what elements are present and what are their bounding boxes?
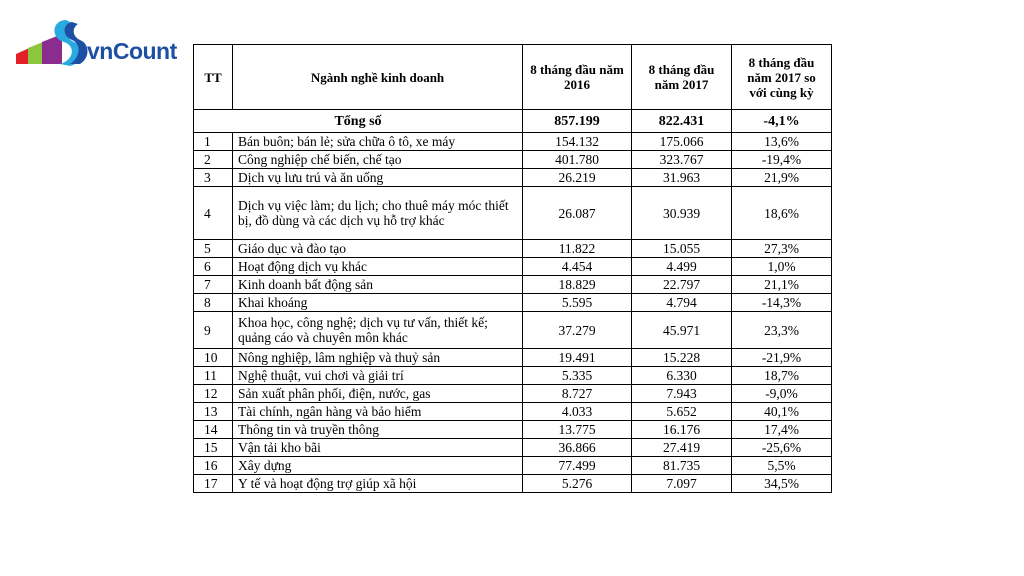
row-2016: 5.276 bbox=[523, 475, 632, 493]
logo-text: vnCount bbox=[87, 38, 177, 64]
row-2016: 4.033 bbox=[523, 403, 632, 421]
total-2017: 822.431 bbox=[632, 110, 732, 133]
row-2017: 45.971 bbox=[632, 312, 732, 349]
table-header-row bbox=[194, 45, 832, 110]
row-2016: 18.829 bbox=[523, 276, 632, 294]
row-industry: Giáo dục và đào tạo bbox=[233, 240, 523, 258]
row-2017: 323.767 bbox=[632, 151, 732, 169]
row-industry: Kinh doanh bất động sản bbox=[233, 276, 523, 294]
header-2017: 8 tháng đầu năm 2017 bbox=[632, 45, 732, 110]
row-tt: 17 bbox=[194, 475, 233, 493]
row-tt: 16 bbox=[194, 457, 233, 475]
row-change: 18,7% bbox=[732, 367, 832, 385]
table-row bbox=[194, 349, 832, 367]
row-2016: 8.727 bbox=[523, 385, 632, 403]
row-tt: 15 bbox=[194, 439, 233, 457]
table-row bbox=[194, 367, 832, 385]
row-2016: 13.775 bbox=[523, 421, 632, 439]
total-row bbox=[194, 110, 832, 133]
header-tt: TT bbox=[194, 45, 233, 110]
row-2016: 37.279 bbox=[523, 312, 632, 349]
row-2016: 5.335 bbox=[523, 367, 632, 385]
row-2016: 19.491 bbox=[523, 349, 632, 367]
row-2016: 77.499 bbox=[523, 457, 632, 475]
row-change: 1,0% bbox=[732, 258, 832, 276]
row-tt: 2 bbox=[194, 151, 233, 169]
table-row bbox=[194, 385, 832, 403]
row-change: -9,0% bbox=[732, 385, 832, 403]
total-label: Tổng số bbox=[194, 110, 523, 133]
row-industry: Công nghiệp chế biến, chế tạo bbox=[233, 151, 523, 169]
row-2016: 11.822 bbox=[523, 240, 632, 258]
row-tt: 12 bbox=[194, 385, 233, 403]
table-row bbox=[194, 403, 832, 421]
row-tt: 13 bbox=[194, 403, 233, 421]
row-change: 17,4% bbox=[732, 421, 832, 439]
row-change: 23,3% bbox=[732, 312, 832, 349]
total-2016: 857.199 bbox=[523, 110, 632, 133]
header-2016: 8 tháng đầu năm 2016 bbox=[523, 45, 632, 110]
header-change: 8 tháng đầu năm 2017 so với cùng kỳ bbox=[732, 45, 832, 110]
row-industry: Tài chính, ngân hàng và bảo hiểm bbox=[233, 403, 523, 421]
row-industry: Khai khoáng bbox=[233, 294, 523, 312]
row-industry: Nghệ thuật, vui chơi và giải trí bbox=[233, 367, 523, 385]
row-tt: 10 bbox=[194, 349, 233, 367]
table-row bbox=[194, 475, 832, 493]
row-tt: 11 bbox=[194, 367, 233, 385]
row-industry: Y tế và hoạt động trợ giúp xã hội bbox=[233, 475, 523, 493]
table-row bbox=[194, 258, 832, 276]
row-2017: 7.943 bbox=[632, 385, 732, 403]
table-row bbox=[194, 439, 832, 457]
row-change: 18,6% bbox=[732, 187, 832, 240]
row-2017: 5.652 bbox=[632, 403, 732, 421]
header-industry: Ngành nghề kinh doanh bbox=[233, 45, 523, 110]
table-row bbox=[194, 294, 832, 312]
row-2017: 81.735 bbox=[632, 457, 732, 475]
row-2016: 401.780 bbox=[523, 151, 632, 169]
row-change: -25,6% bbox=[732, 439, 832, 457]
table-row bbox=[194, 276, 832, 294]
logo-mark-icon bbox=[14, 16, 94, 72]
row-2017: 7.097 bbox=[632, 475, 732, 493]
table-row bbox=[194, 240, 832, 258]
row-change: -19,4% bbox=[732, 151, 832, 169]
row-2017: 15.228 bbox=[632, 349, 732, 367]
row-tt: 9 bbox=[194, 312, 233, 349]
row-change: 13,6% bbox=[732, 133, 832, 151]
row-industry: Nông nghiệp, lâm nghiệp và thuỷ sản bbox=[233, 349, 523, 367]
row-tt: 3 bbox=[194, 169, 233, 187]
row-tt: 7 bbox=[194, 276, 233, 294]
row-change: 5,5% bbox=[732, 457, 832, 475]
row-change: 27,3% bbox=[732, 240, 832, 258]
row-tt: 4 bbox=[194, 187, 233, 240]
table-row bbox=[194, 187, 832, 240]
row-2017: 30.939 bbox=[632, 187, 732, 240]
row-2017: 22.797 bbox=[632, 276, 732, 294]
row-tt: 5 bbox=[194, 240, 233, 258]
row-2017: 4.499 bbox=[632, 258, 732, 276]
row-industry: Xây dựng bbox=[233, 457, 523, 475]
table-row bbox=[194, 169, 832, 187]
row-change: 40,1% bbox=[732, 403, 832, 421]
row-2017: 175.066 bbox=[632, 133, 732, 151]
table-row bbox=[194, 151, 832, 169]
row-change: 21,9% bbox=[732, 169, 832, 187]
row-2017: 4.794 bbox=[632, 294, 732, 312]
row-2017: 16.176 bbox=[632, 421, 732, 439]
row-2016: 154.132 bbox=[523, 133, 632, 151]
row-industry: Thông tin và truyền thông bbox=[233, 421, 523, 439]
row-industry: Sản xuất phân phối, điện, nước, gas bbox=[233, 385, 523, 403]
total-change: -4,1% bbox=[732, 110, 832, 133]
row-2016: 4.454 bbox=[523, 258, 632, 276]
row-tt: 14 bbox=[194, 421, 233, 439]
row-2016: 26.087 bbox=[523, 187, 632, 240]
table-row bbox=[194, 457, 832, 475]
row-2017: 27.419 bbox=[632, 439, 732, 457]
row-industry: Dịch vụ việc làm; du lịch; cho thuê máy móc thiết bị, đồ dùng và các dịch vụ hỗ trợ khác bbox=[233, 187, 523, 240]
row-industry: Vận tải kho bãi bbox=[233, 439, 523, 457]
table-row bbox=[194, 312, 832, 349]
row-tt: 8 bbox=[194, 294, 233, 312]
row-industry: Bán buôn; bán lẻ; sửa chữa ô tô, xe máy bbox=[233, 133, 523, 151]
row-industry: Dịch vụ lưu trú và ăn uống bbox=[233, 169, 523, 187]
vncount-logo[interactable] bbox=[14, 16, 194, 72]
row-industry: Khoa học, công nghệ; dịch vụ tư vấn, thiết kế; quảng cáo và chuyên môn khác bbox=[233, 312, 523, 349]
row-2016: 5.595 bbox=[523, 294, 632, 312]
row-industry: Hoạt động dịch vụ khác bbox=[233, 258, 523, 276]
row-change: 21,1% bbox=[732, 276, 832, 294]
row-change: -21,9% bbox=[732, 349, 832, 367]
row-2017: 15.055 bbox=[632, 240, 732, 258]
row-2016: 26.219 bbox=[523, 169, 632, 187]
table-row bbox=[194, 421, 832, 439]
row-2016: 36.866 bbox=[523, 439, 632, 457]
row-2017: 31.963 bbox=[632, 169, 732, 187]
business-stats-table bbox=[193, 44, 832, 493]
table-row bbox=[194, 133, 832, 151]
row-2017: 6.330 bbox=[632, 367, 732, 385]
row-tt: 1 bbox=[194, 133, 233, 151]
row-tt: 6 bbox=[194, 258, 233, 276]
row-change: -14,3% bbox=[732, 294, 832, 312]
row-change: 34,5% bbox=[732, 475, 832, 493]
